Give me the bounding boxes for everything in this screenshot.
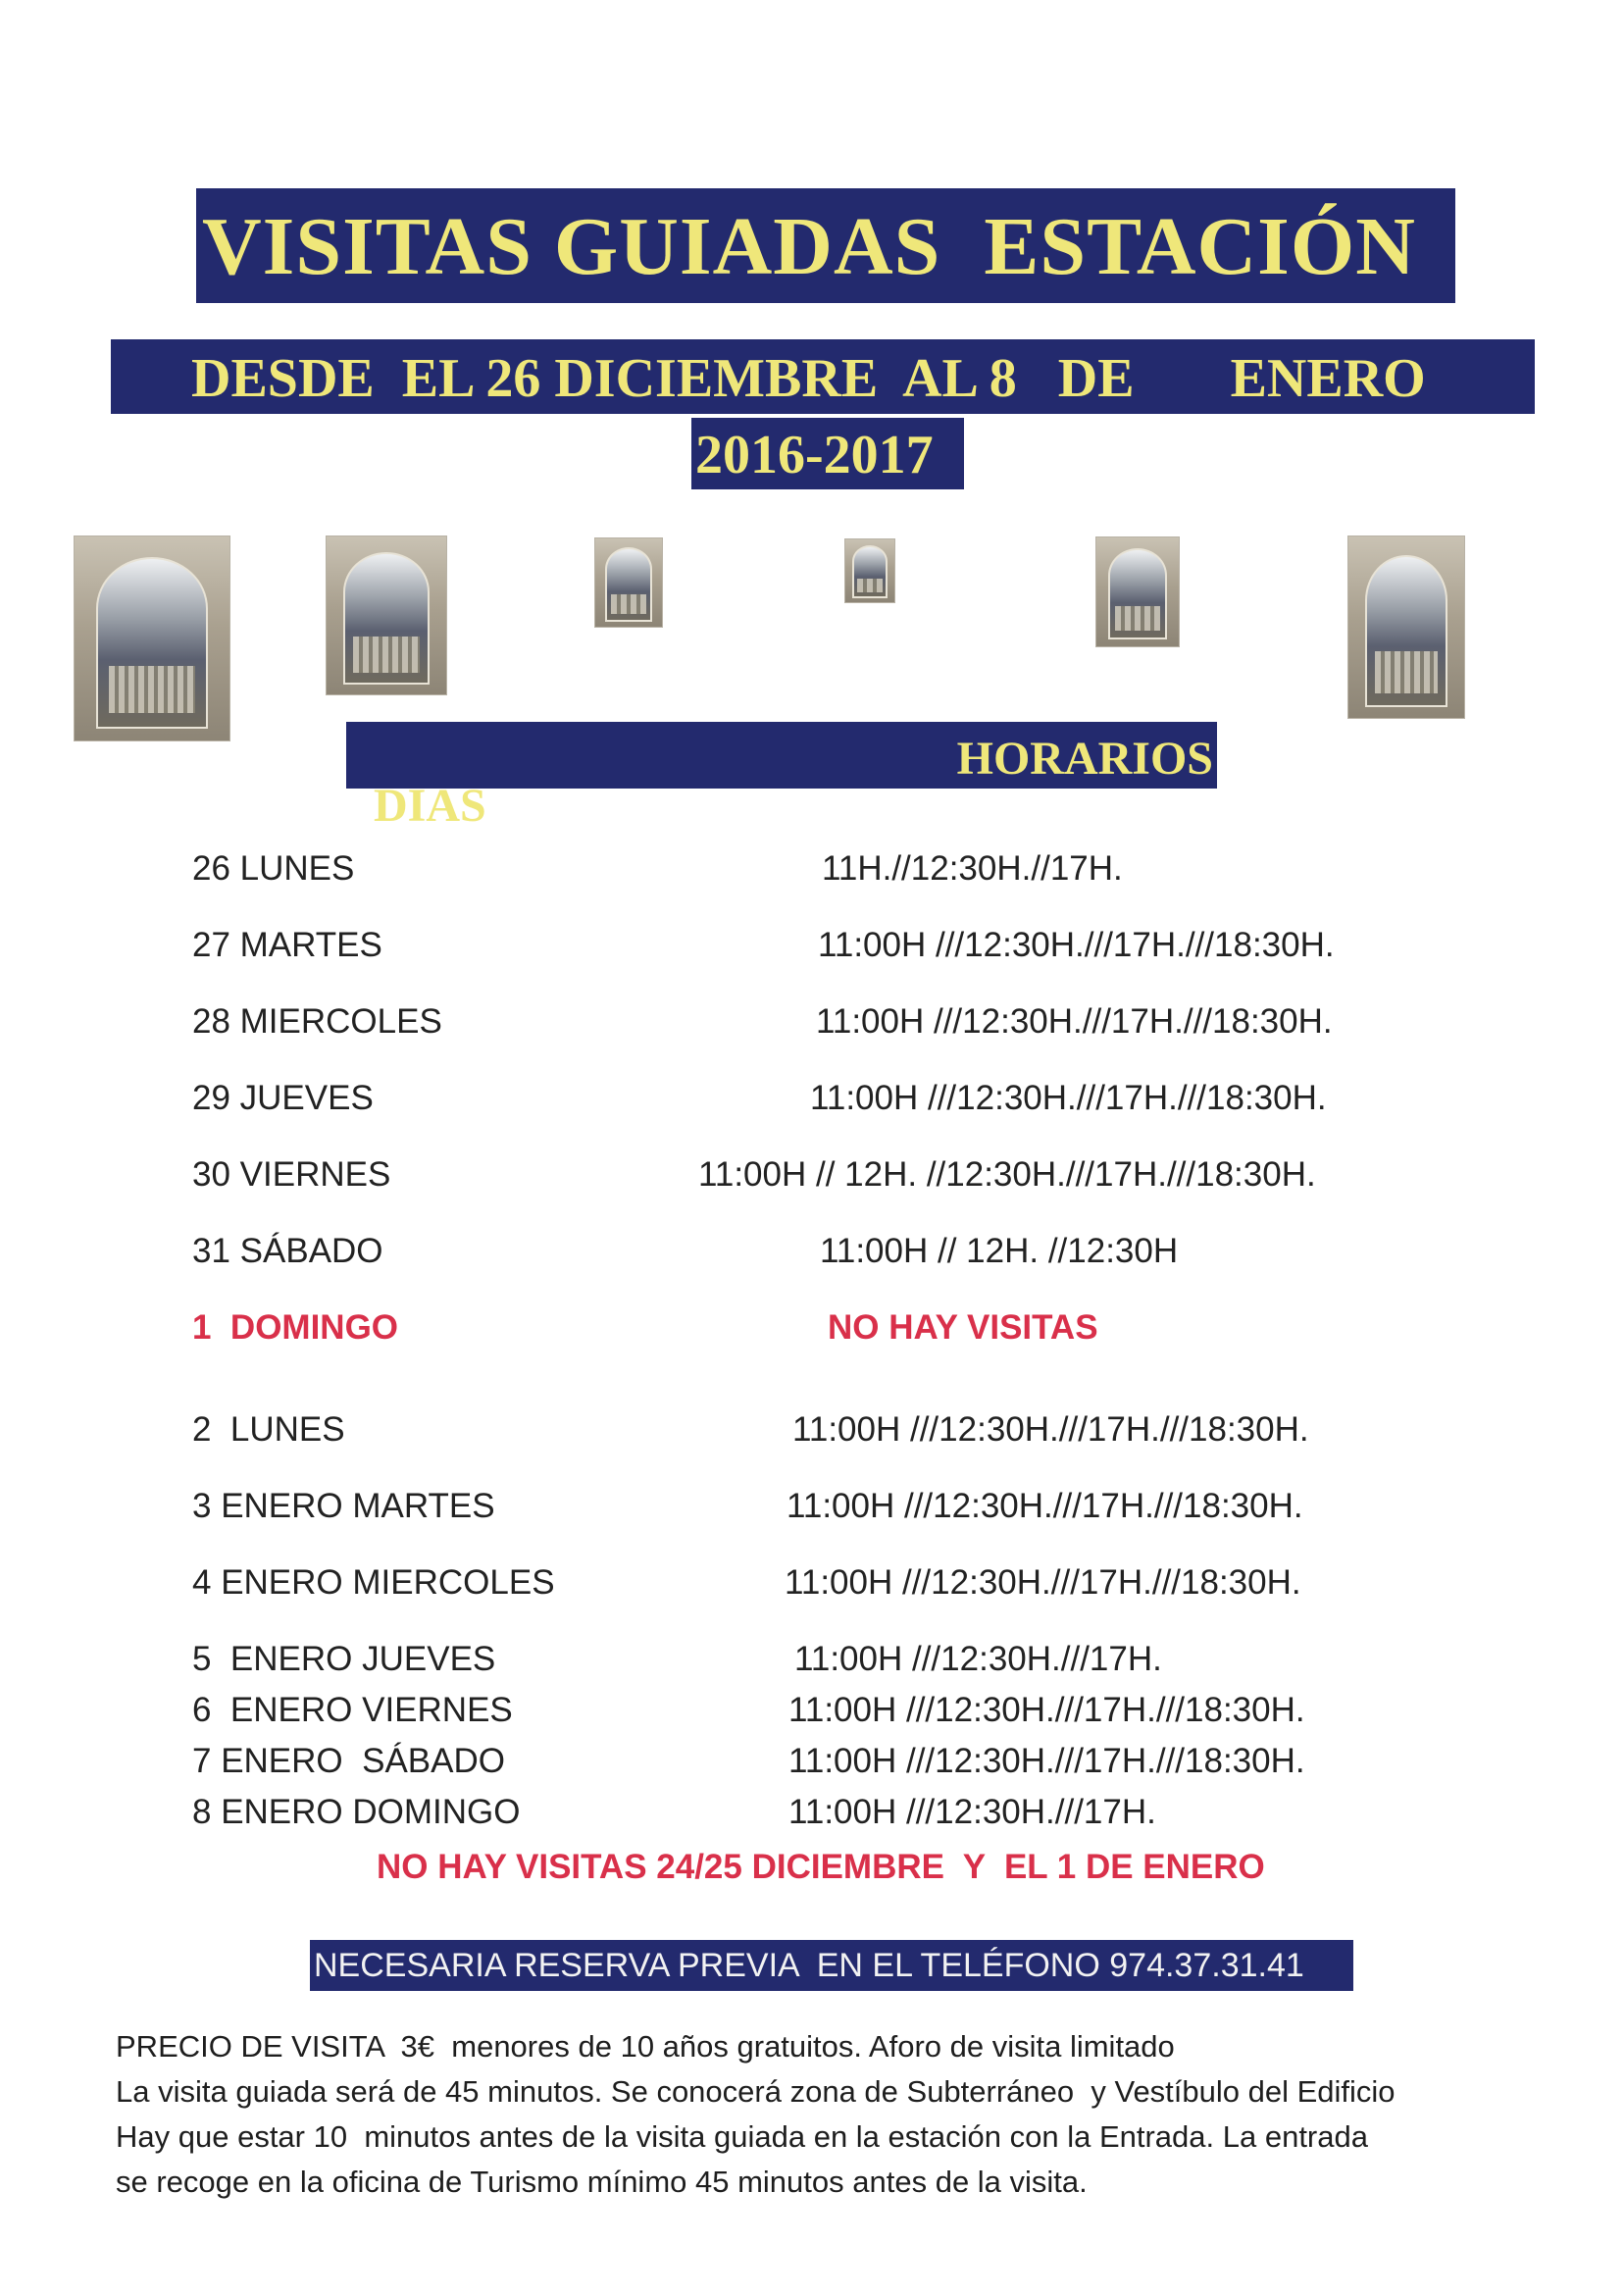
schedule-hours: 11:00H ///12:30H.///17H.	[794, 1640, 1162, 1678]
pickup-note: se recoge en la oficina de Turismo mínimo 45 minutos antes de la visita.	[116, 2165, 1088, 2199]
station-photo-6	[1347, 535, 1465, 719]
schedule-hours: 11:00H // 12H. //12:30H.///17H.///18:30H.	[698, 1155, 1316, 1194]
schedule-hours: 11:00H ///12:30H.///17H.///18:30H.	[816, 1002, 1333, 1041]
schedule-header	[346, 722, 1217, 832]
header-days-label: DIAS	[374, 780, 486, 832]
station-photo-2	[326, 535, 447, 695]
schedule-day: 28 MIERCOLES	[192, 1002, 442, 1041]
schedule-hours: 11:00H ///12:30H.///17H.///18:30H.	[792, 1410, 1309, 1449]
page-title: VISITAS GUIADAS ESTACIÓN	[196, 188, 1455, 303]
header-hours-label: HORARIOS	[956, 733, 1213, 785]
duration-note: La visita guiada será de 45 minutos. Se conocerá zona de Subterráneo y Vestíbulo del Edificio	[116, 2074, 1396, 2109]
schedule-hours: 11:00H // 12H. //12:30H	[820, 1232, 1179, 1270]
arrival-note: Hay que estar 10 minutos antes de la visita guiada en la estación con la Entrada. La entrada	[116, 2119, 1368, 2154]
schedule-day: 26 LUNES	[192, 849, 355, 888]
schedule-hours: 11:00H ///12:30H.///17H.///18:30H.	[785, 1563, 1301, 1602]
schedule-day: 4 ENERO MIERCOLES	[192, 1563, 555, 1602]
schedule-day: 2 LUNES	[192, 1410, 345, 1449]
date-range: DESDE EL 26 DICIEMBRE AL 8 DE ENERO	[111, 339, 1535, 414]
schedule-day: 30 VIERNES	[192, 1155, 391, 1194]
schedule-day: 3 ENERO MARTES	[192, 1487, 495, 1525]
schedule-hours: 11:00H ///12:30H.///17H.///18:30H.	[788, 1742, 1305, 1780]
schedule-hours: 11:00H ///12:30H.///17H.///18:30H.	[788, 1691, 1305, 1729]
no-visits-label: NO HAY VISITAS	[828, 1308, 1098, 1347]
station-photo-1	[74, 535, 230, 741]
reservation-banner: NECESARIA RESERVA PREVIA EN EL TELÉFONO 974.37.31.41	[310, 1940, 1353, 1991]
schedule-hours: 11:00H ///12:30H.///17H.///18:30H.	[818, 926, 1335, 964]
schedule-day: 5 ENERO JUEVES	[192, 1640, 496, 1678]
schedule-hours: 11:00H ///12:30H.///17H.	[788, 1793, 1156, 1831]
schedule-hours: 11H.//12:30H.//17H.	[822, 849, 1123, 888]
schedule-hours: 11:00H ///12:30H.///17H.///18:30H.	[810, 1079, 1327, 1117]
schedule-hours: 11:00H ///12:30H.///17H.///18:30H.	[787, 1487, 1303, 1525]
schedule-day: 29 JUEVES	[192, 1079, 374, 1117]
schedule-day: 27 MARTES	[192, 926, 382, 964]
price-note: PRECIO DE VISITA 3€ menores de 10 años gratuitos. Aforo de visita limitado	[116, 2029, 1175, 2064]
schedule-day-holiday: 1 DOMINGO	[192, 1308, 399, 1347]
station-photo-4	[844, 538, 895, 603]
year-range: 2016-2017	[691, 418, 964, 489]
station-photo-5	[1095, 536, 1180, 647]
schedule-day: 7 ENERO SÁBADO	[192, 1742, 505, 1780]
schedule-day: 8 ENERO DOMINGO	[192, 1793, 521, 1831]
schedule-day: 6 ENERO VIERNES	[192, 1691, 513, 1729]
schedule-day: 31 SÁBADO	[192, 1232, 383, 1270]
no-visits-note: NO HAY VISITAS 24/25 DICIEMBRE Y EL 1 DE ENERO	[377, 1848, 1265, 1886]
station-photo-3	[594, 537, 663, 628]
